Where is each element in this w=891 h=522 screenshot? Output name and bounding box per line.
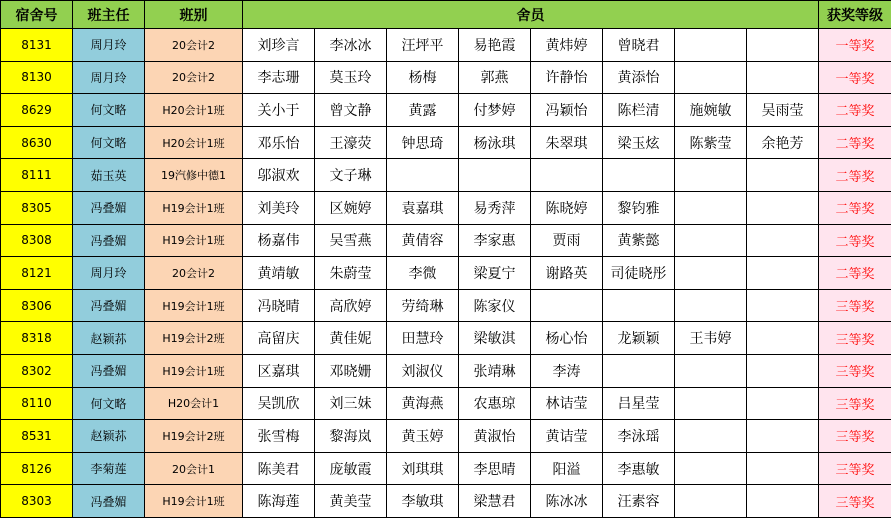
teacher-cell: 冯叠媚	[73, 191, 145, 224]
member-cell: 李敏琪	[387, 485, 459, 518]
member-cell: 司徒晓彤	[603, 257, 675, 290]
table-body	[1, 29, 891, 518]
member-cell: 黄淑怡	[459, 420, 531, 453]
member-cell: 易秀萍	[459, 191, 531, 224]
member-cell	[675, 191, 747, 224]
member-cell: 陈家仪	[459, 289, 531, 322]
award-cell: 二等奖	[819, 257, 891, 290]
member-cell: 陈晓婷	[531, 191, 603, 224]
member-cell: 李思晴	[459, 452, 531, 485]
member-cell: 刘美玲	[243, 191, 315, 224]
member-cell: 许静怡	[531, 61, 603, 94]
member-cell: 杨梅	[387, 61, 459, 94]
member-cell: 黄美莹	[315, 485, 387, 518]
member-cell: 劳绮琳	[387, 289, 459, 322]
dorm-number-cell: 8305	[1, 191, 73, 224]
table-header	[1, 1, 891, 29]
member-cell: 钟思琦	[387, 126, 459, 159]
member-cell	[387, 159, 459, 192]
class-cell: H20会计1班	[145, 126, 243, 159]
teacher-cell: 周月玲	[73, 29, 145, 62]
member-cell: 刘三妹	[315, 387, 387, 420]
member-cell: 高留庆	[243, 322, 315, 355]
award-cell: 一等奖	[819, 29, 891, 62]
teacher-cell: 周月玲	[73, 61, 145, 94]
award-cell: 三等奖	[819, 289, 891, 322]
member-cell: 黎海岚	[315, 420, 387, 453]
table-row	[1, 94, 891, 127]
member-cell	[675, 159, 747, 192]
member-cell: 朱蔚莹	[315, 257, 387, 290]
dorm-number-cell: 8121	[1, 257, 73, 290]
member-cell: 刘珍言	[243, 29, 315, 62]
table-row	[1, 354, 891, 387]
member-cell	[531, 289, 603, 322]
member-cell: 王濠荧	[315, 126, 387, 159]
member-cell: 李泳瑶	[603, 420, 675, 453]
dorm-number-cell: 8130	[1, 61, 73, 94]
member-cell: 李志珊	[243, 61, 315, 94]
member-cell	[675, 61, 747, 94]
member-cell: 高欣婷	[315, 289, 387, 322]
member-cell: 张雪梅	[243, 420, 315, 453]
award-cell: 二等奖	[819, 224, 891, 257]
dorm-number-cell: 8318	[1, 322, 73, 355]
member-cell: 李微	[387, 257, 459, 290]
teacher-cell: 冯叠媚	[73, 354, 145, 387]
award-cell: 三等奖	[819, 452, 891, 485]
member-cell	[747, 289, 819, 322]
member-cell: 刘淑仪	[387, 354, 459, 387]
member-cell: 刘琪琪	[387, 452, 459, 485]
member-cell	[675, 289, 747, 322]
member-cell: 郭燕	[459, 61, 531, 94]
member-cell	[747, 191, 819, 224]
header-award: 获奖等级	[819, 1, 891, 29]
dorm-number-cell: 8308	[1, 224, 73, 257]
member-cell	[747, 420, 819, 453]
member-cell	[747, 322, 819, 355]
class-cell: H19会计2班	[145, 322, 243, 355]
member-cell	[675, 29, 747, 62]
table-row	[1, 159, 891, 192]
member-cell: 付梦婷	[459, 94, 531, 127]
class-cell: H19会计1班	[145, 485, 243, 518]
member-cell: 梁夏宁	[459, 257, 531, 290]
member-cell: 黄海燕	[387, 387, 459, 420]
member-cell: 李惠敏	[603, 452, 675, 485]
member-cell: 林诘莹	[531, 387, 603, 420]
member-cell	[747, 159, 819, 192]
member-cell	[747, 354, 819, 387]
member-cell: 黄佳妮	[315, 322, 387, 355]
member-cell: 区嘉琪	[243, 354, 315, 387]
member-cell	[675, 354, 747, 387]
member-cell: 冯颖怡	[531, 94, 603, 127]
class-cell: H20会计1班	[145, 94, 243, 127]
teacher-cell: 赵颖荪	[73, 420, 145, 453]
member-cell: 区婉婷	[315, 191, 387, 224]
dorm-number-cell: 8303	[1, 485, 73, 518]
member-cell: 黄添怡	[603, 61, 675, 94]
dorm-number-cell: 8630	[1, 126, 73, 159]
class-cell: 20会计1	[145, 452, 243, 485]
member-cell	[747, 257, 819, 290]
member-cell: 陈冰冰	[531, 485, 603, 518]
member-cell	[747, 224, 819, 257]
header-class: 班别	[145, 1, 243, 29]
award-cell: 三等奖	[819, 322, 891, 355]
class-cell: H19会计2班	[145, 420, 243, 453]
table-row	[1, 420, 891, 453]
member-cell: 陈海莲	[243, 485, 315, 518]
member-cell: 冯晓晴	[243, 289, 315, 322]
member-cell: 邓乐怡	[243, 126, 315, 159]
header-teacher: 班主任	[73, 1, 145, 29]
member-cell: 梁玉炫	[603, 126, 675, 159]
member-cell: 黄倩容	[387, 224, 459, 257]
dorm-number-cell: 8126	[1, 452, 73, 485]
dorm-number-cell: 8131	[1, 29, 73, 62]
member-cell: 吴凯欣	[243, 387, 315, 420]
member-cell: 梁慧君	[459, 485, 531, 518]
member-cell	[675, 224, 747, 257]
member-cell: 陈紫莹	[675, 126, 747, 159]
award-cell: 三等奖	[819, 485, 891, 518]
table-row	[1, 126, 891, 159]
award-cell: 三等奖	[819, 387, 891, 420]
member-cell	[675, 452, 747, 485]
member-cell	[675, 257, 747, 290]
member-cell	[603, 159, 675, 192]
teacher-cell: 冯叠媚	[73, 224, 145, 257]
member-cell: 吴雨莹	[747, 94, 819, 127]
class-cell: H20会计1	[145, 387, 243, 420]
member-cell: 邬淑欢	[243, 159, 315, 192]
class-cell: H19会计1班	[145, 354, 243, 387]
member-cell: 陈栏清	[603, 94, 675, 127]
award-cell: 二等奖	[819, 94, 891, 127]
header-members: 舍员	[243, 1, 819, 29]
member-cell: 田慧玲	[387, 322, 459, 355]
class-cell: H19会计1班	[145, 191, 243, 224]
class-cell: H19会计1班	[145, 289, 243, 322]
member-cell: 杨嘉伟	[243, 224, 315, 257]
member-cell: 曾文静	[315, 94, 387, 127]
member-cell: 王韦婷	[675, 322, 747, 355]
member-cell: 梁敏淇	[459, 322, 531, 355]
member-cell: 袁嘉琪	[387, 191, 459, 224]
teacher-cell: 茹玉英	[73, 159, 145, 192]
teacher-cell: 李菊莲	[73, 452, 145, 485]
teacher-cell: 何文略	[73, 387, 145, 420]
member-cell: 文子琳	[315, 159, 387, 192]
member-cell: 杨心怡	[531, 322, 603, 355]
teacher-cell: 何文略	[73, 94, 145, 127]
teacher-cell: 冯叠媚	[73, 485, 145, 518]
dorm-number-cell: 8110	[1, 387, 73, 420]
member-cell: 施婉敏	[675, 94, 747, 127]
member-cell	[603, 289, 675, 322]
member-cell	[747, 61, 819, 94]
table-row	[1, 289, 891, 322]
table-row	[1, 61, 891, 94]
dorm-number-cell: 8302	[1, 354, 73, 387]
table-row	[1, 191, 891, 224]
dorm-number-cell: 8531	[1, 420, 73, 453]
member-cell: 贾雨	[531, 224, 603, 257]
member-cell: 谢路英	[531, 257, 603, 290]
member-cell: 张靖琳	[459, 354, 531, 387]
teacher-cell: 赵颖荪	[73, 322, 145, 355]
member-cell: 汪素容	[603, 485, 675, 518]
member-cell: 汪坪平	[387, 29, 459, 62]
member-cell: 余艳芳	[747, 126, 819, 159]
table-row	[1, 452, 891, 485]
award-cell: 一等奖	[819, 61, 891, 94]
class-cell: 20会计2	[145, 29, 243, 62]
member-cell	[747, 485, 819, 518]
table-row	[1, 224, 891, 257]
award-cell: 二等奖	[819, 159, 891, 192]
member-cell: 阳溢	[531, 452, 603, 485]
member-cell: 李家惠	[459, 224, 531, 257]
award-cell: 二等奖	[819, 126, 891, 159]
table-row	[1, 29, 891, 62]
member-cell: 黄紫懿	[603, 224, 675, 257]
table-row	[1, 387, 891, 420]
dorm-number-cell: 8306	[1, 289, 73, 322]
teacher-cell: 何文略	[73, 126, 145, 159]
award-cell: 二等奖	[819, 191, 891, 224]
member-cell: 杨泳琪	[459, 126, 531, 159]
dorm-number-cell: 8629	[1, 94, 73, 127]
member-cell: 关小于	[243, 94, 315, 127]
member-cell	[459, 159, 531, 192]
member-cell: 陈美君	[243, 452, 315, 485]
member-cell: 黄炜婷	[531, 29, 603, 62]
member-cell: 邓晓姗	[315, 354, 387, 387]
dorm-number-cell: 8111	[1, 159, 73, 192]
member-cell	[603, 354, 675, 387]
header-row	[1, 1, 891, 29]
member-cell	[747, 387, 819, 420]
member-cell: 黎钧雅	[603, 191, 675, 224]
member-cell: 庞敏霞	[315, 452, 387, 485]
member-cell: 黄玉婷	[387, 420, 459, 453]
award-cell: 三等奖	[819, 354, 891, 387]
member-cell: 易艳霞	[459, 29, 531, 62]
member-cell	[531, 159, 603, 192]
member-cell	[675, 387, 747, 420]
class-cell: 20会计2	[145, 61, 243, 94]
class-cell: H19会计1班	[145, 224, 243, 257]
member-cell: 李冰冰	[315, 29, 387, 62]
member-cell: 黄诘莹	[531, 420, 603, 453]
member-cell: 吕星莹	[603, 387, 675, 420]
award-cell: 三等奖	[819, 420, 891, 453]
member-cell: 曾晓君	[603, 29, 675, 62]
member-cell: 黄靖敏	[243, 257, 315, 290]
class-cell: 19汽修中德1	[145, 159, 243, 192]
header-dorm: 宿舍号	[1, 1, 73, 29]
member-cell	[747, 29, 819, 62]
member-cell: 吴雪燕	[315, 224, 387, 257]
teacher-cell: 冯叠媚	[73, 289, 145, 322]
table-row	[1, 257, 891, 290]
table-row	[1, 322, 891, 355]
member-cell	[747, 452, 819, 485]
member-cell: 农惠琼	[459, 387, 531, 420]
table-row	[1, 485, 891, 518]
teacher-cell: 周月玲	[73, 257, 145, 290]
member-cell	[675, 420, 747, 453]
member-cell: 龙颖颖	[603, 322, 675, 355]
member-cell: 李涛	[531, 354, 603, 387]
member-cell: 莫玉玲	[315, 61, 387, 94]
class-cell: 20会计2	[145, 257, 243, 290]
member-cell: 朱翠琪	[531, 126, 603, 159]
member-cell: 黄露	[387, 94, 459, 127]
member-cell	[675, 485, 747, 518]
